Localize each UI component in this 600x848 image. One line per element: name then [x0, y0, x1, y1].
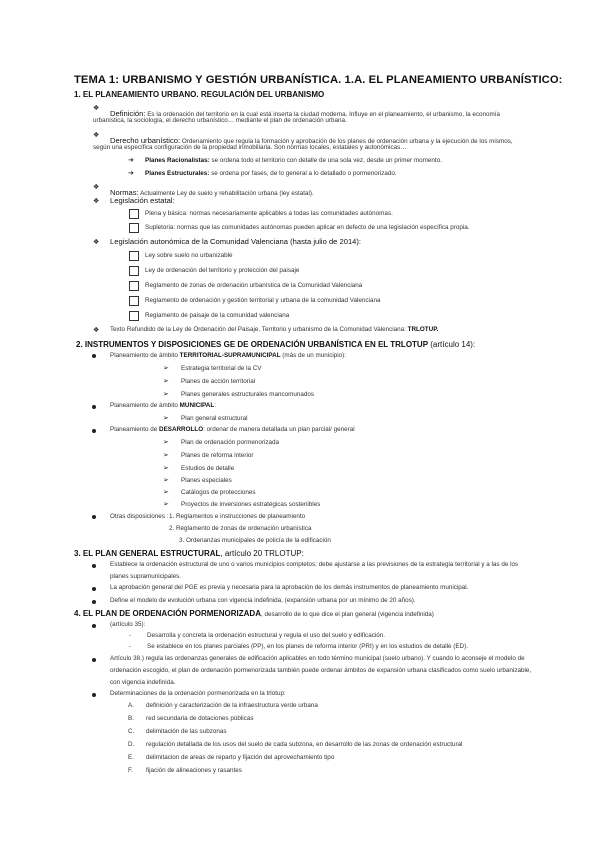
ambito-territorial-post: (más de un municipio):	[280, 352, 346, 359]
arrow-bullet-icon: ➔	[128, 170, 134, 177]
texto-refundido	[110, 326, 438, 333]
definicion-text-2: urbanística, la sociología, el derecho urbanístico… mediante el plan de ordenación urbana.	[93, 117, 347, 124]
determinacion-text: definición y caracterización de la infraestructura verde urbana	[146, 702, 318, 709]
ambito-desarrollo-bold: DESARROLLO	[159, 426, 204, 433]
checkbox-icon	[129, 311, 139, 321]
legislacion-autonomica-item: Reglamento de ordenación y gestión territorial y urbana de la comunidad Valenciana	[145, 297, 381, 304]
bullet-dot-icon	[92, 405, 96, 409]
checkbox-icon	[129, 251, 139, 261]
checkbox-icon	[129, 281, 139, 291]
ambito-territorial-pre: Planeamiento de ámbito	[110, 352, 180, 359]
determinacion-text: delimitación de las subzonas	[146, 728, 227, 735]
determinacion-letter: A.	[128, 702, 134, 709]
planes-racionalistas-text: se ordena todo el territorio con detalle de una sola vez, desde un primer momento.	[209, 157, 442, 164]
determinacion-text: regulación detallada de los usos del suelo de cada subzona, en desarrollo de las zonas de ordenación estructural	[146, 741, 463, 748]
ambito-desarrollo-item: Proyectos de inversiones estratégicas sostenibles	[181, 501, 321, 508]
pge-item: Define el modelo de evolución urbana con vigencia indefinida, (expansión urbana por un mínimo de 20 años).	[110, 597, 416, 604]
ambito-desarrollo-post: : ordenar de manera detallada un plan parcial/ general	[203, 426, 355, 433]
determinaciones-label: Determinaciones de la ordenación pormenorizada en la trlotup:	[110, 690, 286, 697]
derecho-text: Ordenamiento que regula la formación y aprobación de los planes de ordenación urbana y la ejecución de los mismos,	[180, 138, 513, 145]
determinacion-text: red secundaria de dotaciones públicas	[146, 715, 254, 722]
checkbox-icon	[129, 296, 139, 306]
diamond-bullet-icon: ❖	[93, 327, 100, 334]
section-2-heading-text: 2. INSTRUMENTOS Y DISPOSICIONES GE DE ORDENACIÓN URBANÍSTICA EN EL TRLOTUP	[76, 340, 429, 349]
bullet-dot-icon	[92, 587, 96, 591]
arrowhead-bullet-icon: ➢	[163, 452, 169, 459]
pge-item: La aprobación general del PGE es previa y necesaria para la aprobación de los demás instrumentos de planeamiento municipal.	[110, 584, 469, 591]
normas-label: Normas:	[110, 188, 139, 197]
ambito-desarrollo-item: Planes de reforma interior	[181, 452, 254, 459]
diamond-bullet-icon: ❖	[93, 132, 100, 139]
legislacion-autonomica-item: Reglamento de zonas de ordenación urbanística de la Comunidad Valenciana	[145, 282, 363, 289]
ambito-municipal	[110, 402, 216, 409]
otras-disposiciones-item: 3. Ordenanzas municipales de policía de la edificación	[179, 537, 331, 544]
legislacion-estatal-item: Supletoria: normas que las comunidades autónomas pueden aplicar en defecto de una legislación específica propia.	[145, 224, 470, 231]
determinacion-letter: B.	[128, 715, 134, 722]
page-title: TEMA 1: URBANISMO Y GESTIÓN URBANÍSTICA. 1.A. EL PLANEAMIENTO URBANÍSTICO:	[74, 74, 563, 86]
planes-estructurales-text: se ordena por fases, de lo general a lo detallado o pormenorizado.	[209, 170, 397, 177]
ambito-municipal-post: :	[214, 402, 216, 409]
ambito-territorial-item: Estrategia territorial de la CV	[181, 365, 262, 372]
otras-disposiciones-label: Otras disposiciones :	[110, 513, 169, 520]
bullet-dot-icon	[92, 658, 96, 662]
dash-item: Se establece en los planes parciales (PP), en los planes de reforma interior (PRI) y en los estudios de detalle (ED).	[147, 643, 468, 650]
planes-racionalistas-label: Planes Racionalistas:	[145, 157, 210, 164]
otras-disposiciones-item: 1. Reglamentos e instrucciones de planeamiento	[169, 513, 306, 520]
arrowhead-bullet-icon: ➢	[163, 477, 169, 484]
section-1-heading: 1. EL PLANEAMIENTO URBANO. REGULACIÓN DEL URBANISMO	[74, 90, 325, 99]
determinacion-text: delimitacion de areas de reparto y fijación del aprovechamiento tipo	[146, 754, 335, 761]
ambito-desarrollo-item: Catálogos de protecciones	[181, 489, 256, 496]
texto-refundido-text: Texto Refundido de la Ley de Ordenación del Paisaje, Territorio y urbanismo de la Comunidad Valenciana:	[110, 326, 408, 333]
pge-item: Establece la ordenación estructural de uno o varios municipios completos; debe ajustarse a las previsiones de la estrategia territorial y a las de los	[110, 561, 519, 568]
section-2-heading-article: (artículo 14):	[428, 340, 476, 349]
ambito-municipal-pre: Planeamiento de ámbito	[110, 402, 180, 409]
arrowhead-bullet-icon: ➢	[163, 465, 169, 472]
section-4-heading-note: , desarrollo de lo que dice el plan general (vigencia indefinida)	[260, 611, 434, 618]
section-4-heading-text: 4. EL PLAN DE ORDENACIÓN PORMENORIZADA	[74, 609, 261, 618]
arrowhead-bullet-icon: ➢	[163, 501, 169, 508]
checkbox-icon	[129, 209, 139, 219]
articulo-35: (artículo 35):	[110, 621, 146, 628]
section-4-heading	[74, 609, 434, 618]
ambito-municipal-bold: MUNICIPAL	[179, 402, 215, 409]
determinacion-letter: E.	[128, 754, 134, 761]
legislacion-autonomica-item: Ley de ordenación del territorio y protección del paisaje	[145, 267, 300, 274]
legislacion-autonomica-item: Reglamento de paisaje de la comunidad valenciana	[145, 312, 290, 319]
determinacion-letter: D.	[128, 741, 135, 748]
planes-estructurales	[145, 170, 397, 177]
bullet-dot-icon	[92, 429, 96, 433]
bullet-dot-icon	[92, 354, 96, 358]
otras-disposiciones-item: 2. Reglamento de zonas de ordenación urbanística	[169, 525, 312, 532]
determinacion-letter: C.	[128, 728, 135, 735]
articulo-38-line: Artículo 38.) regula las ordenanzas generales de edificación aplicables en todo término municipal (suelo urbano). Y cuando lo aconseje el modelo de	[110, 655, 525, 662]
derecho-label: Derecho urbanístico:	[110, 136, 181, 145]
ambito-municipal-item: Plan general estructural	[181, 415, 248, 422]
section-3-heading-article: , artículo 20 TRLOTUP:	[220, 549, 304, 558]
bullet-dot-icon	[92, 624, 96, 628]
ambito-desarrollo	[110, 426, 355, 433]
checkbox-icon	[129, 266, 139, 276]
checkbox-icon	[129, 223, 139, 233]
bullet-dot-icon	[92, 693, 96, 697]
planes-estructurales-label: Planes Estructurales:	[145, 170, 210, 177]
arrowhead-bullet-icon: ➢	[163, 365, 169, 372]
articulo-38-line: con vigencia indefinida.	[110, 679, 176, 686]
derecho-text-2: según una específica configuración de la propiedad inmobiliaria. Son normas locales, estatales y autonómicas…	[93, 144, 407, 151]
bullet-dot-icon	[92, 564, 96, 568]
legislacion-autonomica-item: Ley sobre suelo no urbanizable	[145, 252, 233, 259]
normas-text: Actualmente Ley de suelo y rehabilitación urbana (ley estatal).	[138, 190, 314, 197]
articulo-38-line: ordenación escogido, el plan de ordenación pormenorizada también puede ordenar ámbitos de expansión urbana clasificados como suelo urbanizable,	[110, 667, 532, 674]
diamond-bullet-icon: ❖	[93, 184, 100, 191]
ambito-territorial	[110, 352, 346, 359]
legislacion-estatal-label: Legislación estatal:	[110, 196, 175, 205]
dash-bullet: -	[129, 643, 132, 650]
dash-item: Desarrolla y concreta la ordenación estructural y regula el uso del suelo y edificación.	[147, 632, 386, 639]
definicion-label: Definición:	[110, 109, 146, 118]
ambito-territorial-item: Planes generales estructurales mancomunados	[181, 391, 315, 398]
ambito-desarrollo-item: Plan de ordenación pormenorizada	[181, 439, 280, 446]
trlotup-label: TRLOTUP.	[407, 326, 439, 333]
planes-racionalistas	[145, 157, 442, 164]
section-3-heading	[74, 549, 304, 558]
determinacion-text: fijación de alineaciones y rasantes	[146, 767, 242, 774]
legislacion-estatal-item: Plena y básica: normas necesariamente aplicables a todas las comunidades autónomas.	[145, 210, 393, 217]
section-3-heading-text: 3. EL PLAN GENERAL ESTRUCTURAL	[74, 549, 221, 558]
dash-bullet: -	[129, 632, 132, 639]
bullet-dot-icon	[92, 600, 96, 604]
ambito-desarrollo-item: Estudios de detalle	[181, 465, 235, 472]
arrowhead-bullet-icon: ➢	[163, 378, 169, 385]
ambito-desarrollo-pre: Planeamiento de	[110, 426, 160, 433]
diamond-bullet-icon: ❖	[93, 198, 100, 205]
ambito-territorial-item: Planes de acción territorial	[181, 378, 256, 385]
ambito-territorial-bold: TERRITORIAL-SUPRAMUNICIPAL	[179, 352, 281, 359]
diamond-bullet-icon: ❖	[93, 239, 100, 246]
definicion-text: Es la ordenación del territorio en la cual está inserta la ciudad moderna. Influye en el planeamiento, el urbanismo, la economía	[145, 111, 501, 118]
determinacion-letter: F.	[128, 767, 133, 774]
arrowhead-bullet-icon: ➢	[163, 439, 169, 446]
ambito-desarrollo-item: Planes especiales	[181, 477, 232, 484]
section-2-heading	[76, 340, 475, 349]
legislacion-autonomica-label: Legislación autonómica de la Comunidad Valenciana (hasta julio de 2014):	[110, 237, 362, 246]
arrow-bullet-icon: ➔	[128, 157, 134, 164]
pge-item-cont: planes supramunicipales.	[110, 573, 182, 580]
bullet-dot-icon	[92, 515, 96, 519]
diamond-bullet-icon: ❖	[93, 105, 100, 112]
arrowhead-bullet-icon: ➢	[163, 391, 169, 398]
arrowhead-bullet-icon: ➢	[163, 489, 169, 496]
arrowhead-bullet-icon: ➢	[163, 415, 169, 422]
